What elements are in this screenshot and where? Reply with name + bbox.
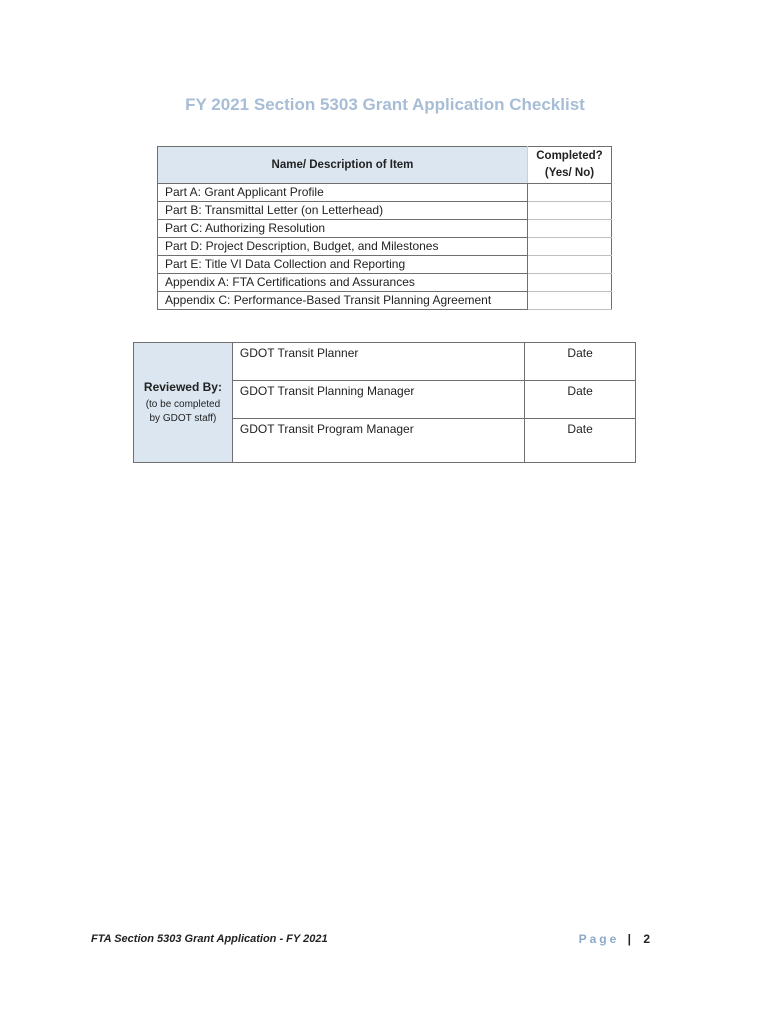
completed-cell[interactable] [527,202,611,220]
completed-cell[interactable] [527,238,611,256]
checklist-item-label: Part E: Title VI Data Collection and Reporting [158,256,528,274]
footer-page-word: Page [578,932,620,946]
checklist-item-label: Appendix A: FTA Certifications and Assurances [158,274,528,292]
footer-page-number: 2 [643,932,650,946]
completed-cell[interactable] [527,274,611,292]
header-name-description: Name/ Description of Item [158,147,528,184]
reviewer-date-planning-manager[interactable]: Date [525,381,636,419]
review-table [133,342,636,463]
footer-page-indicator [579,932,650,946]
checklist-item-label: Part B: Transmittal Letter (on Letterhead) [158,202,528,220]
table-row [158,184,612,202]
checklist-item-label: Part D: Project Description, Budget, and Milestones [158,238,528,256]
table-row [158,292,612,310]
checklist-item-label: Part C: Authorizing Resolution [158,220,528,238]
header-completed-line1: Completed? [536,150,603,162]
reviewed-by-label: Reviewed By: [143,379,222,394]
reviewed-by-note-line2: by GDOT staff) [149,412,217,424]
table-row [158,238,612,256]
completed-cell[interactable] [527,292,611,310]
checklist-item-label: Part A: Grant Applicant Profile [158,184,528,202]
reviewer-date-program-manager[interactable]: Date [525,419,636,463]
reviewed-by-cell [134,343,233,463]
footer-document-name: FTA Section 5303 Grant Application - FY 2021 [91,933,328,945]
completed-cell[interactable] [527,184,611,202]
footer-page-separator: | [627,932,631,946]
page-title: FY 2021 Section 5303 Grant Application Checklist [185,95,585,114]
review-row [134,343,636,381]
table-row [158,256,612,274]
checklist-header-row [158,147,612,184]
reviewed-by-note-line1: (to be completed [145,398,221,410]
header-completed [527,147,611,184]
checklist-item-label: Appendix C: Performance-Based Transit Planning Agreement [158,292,528,310]
completed-cell[interactable] [527,220,611,238]
reviewer-role-planning-manager[interactable]: GDOT Transit Planning Manager [232,381,524,419]
reviewer-date-transit-planner[interactable]: Date [525,343,636,381]
reviewer-role-transit-planner[interactable]: GDOT Transit Planner [232,343,524,381]
table-row [158,220,612,238]
table-row [158,274,612,292]
table-row [158,202,612,220]
checklist-table [157,146,612,310]
reviewer-role-program-manager[interactable]: GDOT Transit Program Manager [232,419,524,463]
header-completed-line2: (Yes/ No) [544,167,595,179]
completed-cell[interactable] [527,256,611,274]
